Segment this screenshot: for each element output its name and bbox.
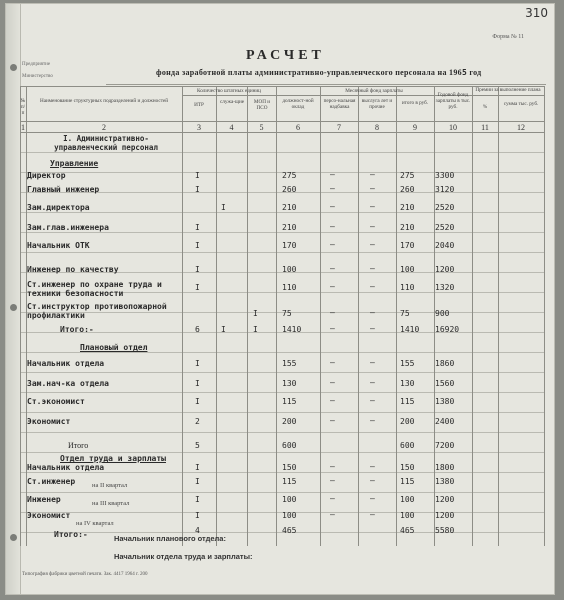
cell-employees: I xyxy=(221,325,226,334)
subtitle-text: фонда заработной платы административно-управленческого персонала на 196 xyxy=(156,68,462,77)
cell-itr: I xyxy=(195,477,200,486)
cell-total: 465 xyxy=(400,526,415,535)
management-heading: Управление xyxy=(50,159,99,168)
col-number: 8 xyxy=(375,123,379,132)
position-name: Директор xyxy=(27,171,66,180)
subtitle-tail: год xyxy=(467,68,482,77)
table-row xyxy=(20,218,545,238)
labor-heading: Отдел труда и зарплаты xyxy=(60,454,166,463)
cell-seniority: – xyxy=(370,324,375,333)
cell-salary: 155 xyxy=(282,359,297,368)
table-row xyxy=(20,180,545,200)
header-allowance: персо-нальная надбавка xyxy=(323,98,356,110)
cell-fund: 900 xyxy=(435,309,450,318)
cell-itr: 4 xyxy=(195,526,200,535)
cell-mop: I xyxy=(253,325,258,334)
header-itr: ИТР xyxy=(194,102,204,108)
cell-allowance: – xyxy=(330,396,335,405)
enterprise-label: Предприятие xyxy=(22,62,51,67)
cell-salary: 170 xyxy=(282,241,297,250)
cell-salary: 75 xyxy=(282,309,292,318)
position-name: Инженер по качеству xyxy=(27,265,119,274)
cell-itr: I xyxy=(195,185,200,194)
position-name: Зам.нач-ка отдела xyxy=(27,379,109,388)
cell-total: 100 xyxy=(400,495,415,504)
header-mop: МОП и ПСО xyxy=(253,99,271,111)
cell-salary: 600 xyxy=(282,441,297,450)
document-subtitle xyxy=(156,68,482,77)
cell-fund: 16920 xyxy=(435,325,460,334)
cell-seniority: – xyxy=(370,264,375,273)
document-title: РАСЧЕТ xyxy=(246,48,325,63)
cell-itr: I xyxy=(195,397,200,406)
cell-allowance: – xyxy=(330,494,335,503)
cell-itr: I xyxy=(195,379,200,388)
cell-itr: 6 xyxy=(195,325,200,334)
col-number: 5 xyxy=(259,123,264,132)
cell-fund: 7200 xyxy=(435,441,455,450)
cell-total: 110 xyxy=(400,283,415,292)
header-monthly-group: Месячный фонд зарплаты xyxy=(345,88,403,94)
cell-itr: I xyxy=(195,171,200,180)
planning-heading: Плановый отдел xyxy=(80,343,148,352)
cell-salary: 130 xyxy=(282,379,297,388)
col-number: 1 xyxy=(21,123,25,132)
position-name: Начальник отдела xyxy=(27,463,105,472)
cell-allowance: – xyxy=(330,462,335,471)
cell-fund: 1860 xyxy=(435,359,455,368)
cell-fund: 2040 xyxy=(435,241,455,250)
cell-allowance: – xyxy=(330,416,335,425)
header-employees: служа-щие xyxy=(219,99,245,105)
form-label: Форма № 11 xyxy=(492,34,524,40)
header-salary: должност-ной оклад xyxy=(282,98,314,110)
cell-fund: 1560 xyxy=(435,379,455,388)
cell-salary: 150 xyxy=(282,463,297,472)
cell-allowance: – xyxy=(330,240,335,249)
cell-fund: 3120 xyxy=(435,185,455,194)
cell-allowance: – xyxy=(330,308,335,317)
cell-salary: 110 xyxy=(282,283,297,292)
cell-itr: I xyxy=(195,495,200,504)
cell-salary: 210 xyxy=(282,203,297,212)
cell-fund: 1320 xyxy=(435,283,455,292)
cell-total: 1410 xyxy=(400,325,420,334)
cell-total: 100 xyxy=(400,511,415,520)
binding-strip xyxy=(6,4,21,594)
cell-salary: 260 xyxy=(282,185,297,194)
cell-allowance: – xyxy=(330,184,335,193)
cell-itr: 5 xyxy=(195,441,200,450)
labor-head-signature-label: Начальник отдела труда и зарплаты: xyxy=(114,552,253,561)
cell-fund: 2520 xyxy=(435,203,455,212)
position-name: Главный инженер xyxy=(27,185,100,194)
binding-hole xyxy=(10,304,17,311)
cell-seniority: – xyxy=(370,184,375,193)
position-name: Экономист xyxy=(27,417,71,426)
col-number: 3 xyxy=(197,123,201,132)
section-title: I. Административно-управленческий персонал xyxy=(54,134,158,152)
archive-page-number: 310 xyxy=(525,6,548,20)
header-bonus-sum: сумма тыс. руб. xyxy=(503,101,539,107)
position-name: Экономист xyxy=(27,511,71,520)
cell-total: 130 xyxy=(400,379,415,388)
position-name: Зам.директора xyxy=(27,203,90,212)
cell-itr: 2 xyxy=(195,417,200,426)
binding-hole xyxy=(10,534,17,541)
cell-allowance: – xyxy=(330,222,335,231)
cell-allowance: – xyxy=(330,282,335,291)
cell-salary: 275 xyxy=(282,171,297,180)
cell-allowance: – xyxy=(330,476,335,485)
cell-itr: I xyxy=(195,359,200,368)
section-heading xyxy=(20,134,545,154)
total-label: Итого xyxy=(68,441,89,450)
cell-seniority: – xyxy=(370,222,375,231)
col-number: 4 xyxy=(229,123,234,132)
cell-itr: I xyxy=(195,265,200,274)
total-row xyxy=(20,320,545,340)
cell-total: 210 xyxy=(400,203,415,212)
cell-salary: 210 xyxy=(282,223,297,232)
cell-seniority: – xyxy=(370,308,375,317)
cell-total: 150 xyxy=(400,463,415,472)
header-name: Наименование структурных подразделений и должностей xyxy=(39,98,169,104)
cell-seniority: – xyxy=(370,416,375,425)
cell-total: 75 xyxy=(400,309,410,318)
col-number: 10 xyxy=(449,123,457,132)
quarter-note: на II квартал xyxy=(92,482,128,489)
cell-fund: 1380 xyxy=(435,397,455,406)
cell-seniority: – xyxy=(370,378,375,387)
cell-salary: 465 xyxy=(282,526,297,535)
cell-total: 100 xyxy=(400,265,415,274)
cell-fund: 1200 xyxy=(435,495,455,504)
cell-seniority: – xyxy=(370,358,375,367)
cell-fund: 1200 xyxy=(435,511,455,520)
position-name: Ст.экономист xyxy=(27,397,85,406)
cell-fund: 3300 xyxy=(435,171,455,180)
table-row xyxy=(20,412,545,432)
cell-itr: I xyxy=(195,223,200,232)
cell-seniority: – xyxy=(370,282,375,291)
position-name: Зам.глав.инженера xyxy=(27,223,109,232)
table-row xyxy=(20,392,545,412)
cell-fund: 1200 xyxy=(435,265,455,274)
col-number: 2 xyxy=(102,123,106,132)
cell-mop: I xyxy=(253,309,258,318)
cell-allowance: – xyxy=(330,202,335,211)
printer-footer: Типография фабрики цветной печати. Зак. 4417 1964 г. 200 xyxy=(22,572,148,577)
cell-salary: 100 xyxy=(282,265,297,274)
cell-seniority: – xyxy=(370,202,375,211)
cell-allowance: – xyxy=(330,510,335,519)
subtitle-year-digit: 5 xyxy=(461,68,468,77)
cell-seniority: – xyxy=(370,494,375,503)
planning-head-signature-label: Начальник планового отдела: xyxy=(114,534,226,543)
cell-allowance: – xyxy=(330,324,335,333)
cell-itr: I xyxy=(195,463,200,472)
cell-salary: 100 xyxy=(282,495,297,504)
header-num: № п/п xyxy=(20,98,26,116)
quarter-note: на IV квартал xyxy=(76,520,114,527)
cell-seniority: – xyxy=(370,476,375,485)
total-row xyxy=(20,524,545,544)
cell-salary: 115 xyxy=(282,477,297,486)
col-number: 11 xyxy=(481,123,489,132)
table-row xyxy=(20,198,545,218)
cell-total: 260 xyxy=(400,185,415,194)
cell-total: 200 xyxy=(400,417,415,426)
cell-fund: 1800 xyxy=(435,463,455,472)
ministry-label: Министерство xyxy=(22,74,53,79)
header-seniority: выслуга лет и прочие xyxy=(361,98,393,110)
cell-fund: 5580 xyxy=(435,526,455,535)
header-bonus-group: Премии за выполнение плана xyxy=(475,87,541,93)
cell-seniority: – xyxy=(370,462,375,471)
cell-itr: I xyxy=(195,283,200,292)
cell-seniority: – xyxy=(370,170,375,179)
position-name: Начальник ОТК xyxy=(27,241,90,250)
total-label: Итого:- xyxy=(54,530,88,539)
position-name: Ст.инструктор противопожарной профилактики xyxy=(27,302,167,320)
col-number: 9 xyxy=(413,123,417,132)
position-name: Инженер xyxy=(27,495,61,504)
document-sheet xyxy=(6,4,554,594)
total-label: Итого:- xyxy=(60,325,94,334)
cell-employees: I xyxy=(221,203,226,212)
header-rule xyxy=(106,84,546,85)
cell-total: 210 xyxy=(400,223,415,232)
table-row xyxy=(20,278,545,302)
cell-total: 170 xyxy=(400,241,415,250)
cell-allowance: – xyxy=(330,264,335,273)
cell-salary: 115 xyxy=(282,397,297,406)
cell-fund: 2520 xyxy=(435,223,455,232)
cell-salary: 100 xyxy=(282,511,297,520)
cell-total: 275 xyxy=(400,171,415,180)
header-total-rub: итого в руб. xyxy=(401,100,429,106)
cell-total: 155 xyxy=(400,359,415,368)
cell-itr: I xyxy=(195,241,200,250)
position-name: Ст.инженер xyxy=(27,477,76,486)
cell-allowance: – xyxy=(330,358,335,367)
cell-fund: 1380 xyxy=(435,477,455,486)
binding-hole xyxy=(10,64,17,71)
table-row xyxy=(20,354,545,374)
header-staff-group: Количество штатных единиц xyxy=(197,88,261,94)
cell-fund: 2400 xyxy=(435,417,455,426)
position-name: Ст.инженер по охране труда и техники безопасности xyxy=(27,280,162,298)
col-number: 7 xyxy=(337,123,341,132)
header-annual-fund: Годовой фонд зарплаты в тыс. руб. xyxy=(435,92,471,110)
col-number: 12 xyxy=(517,123,525,132)
quarter-note: на III квартал xyxy=(92,500,130,507)
position-name: Начальник отдела xyxy=(27,359,105,368)
header-percent: % xyxy=(482,104,488,110)
table-row xyxy=(20,260,545,280)
table-row xyxy=(20,374,545,394)
cell-salary: 200 xyxy=(282,417,297,426)
cell-itr: I xyxy=(195,511,200,520)
cell-total: 115 xyxy=(400,477,415,486)
col-number: 6 xyxy=(296,123,300,132)
cell-total: 600 xyxy=(400,441,415,450)
payroll-table xyxy=(20,86,545,546)
cell-seniority: – xyxy=(370,396,375,405)
cell-seniority: – xyxy=(370,240,375,249)
table-row xyxy=(20,236,545,256)
cell-allowance: – xyxy=(330,170,335,179)
cell-allowance: – xyxy=(330,378,335,387)
cell-salary: 1410 xyxy=(282,325,302,334)
cell-seniority: – xyxy=(370,510,375,519)
cell-total: 115 xyxy=(400,397,415,406)
